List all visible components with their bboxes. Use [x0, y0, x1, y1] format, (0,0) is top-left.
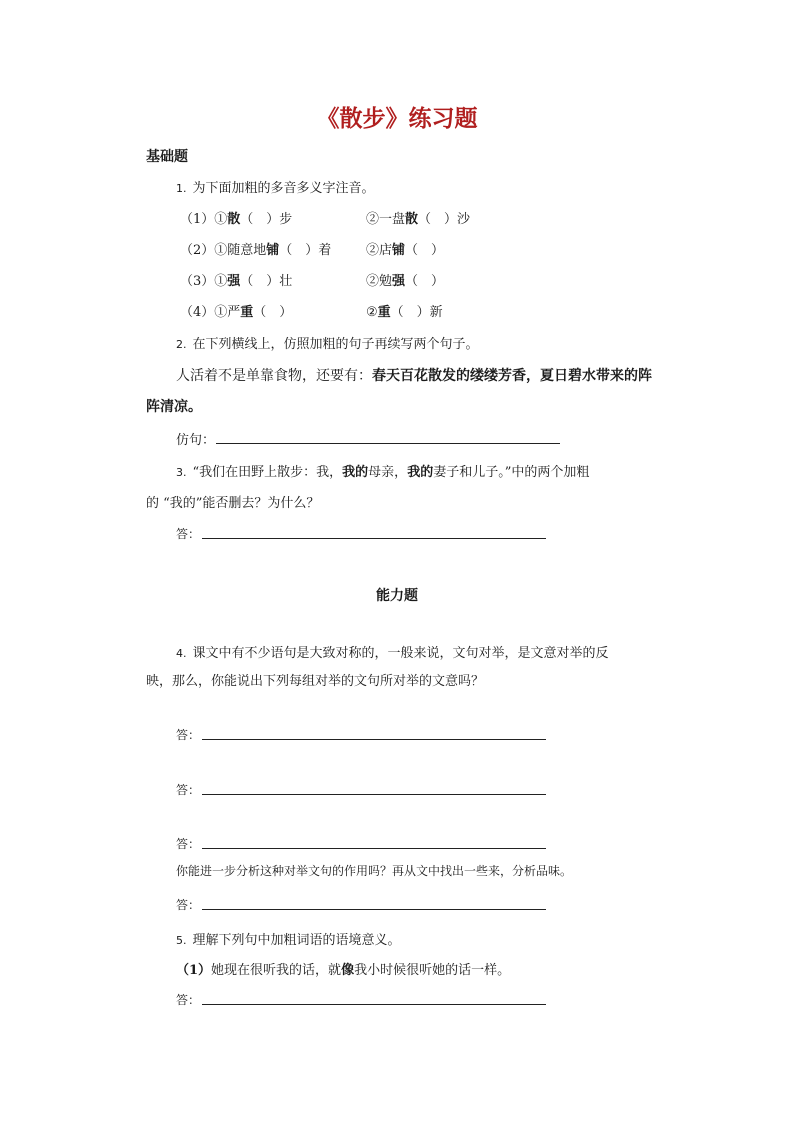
section-heading-ability: 能力题: [376, 588, 418, 604]
q3-answer-line[interactable]: [202, 538, 546, 539]
question-number: 2.: [176, 338, 187, 351]
question-4-line-2: 映，那么，你能说出下列每组对举的文句所对举的文意吗？: [146, 674, 485, 689]
q1-row-3-col1: （3）①强（ ）壮: [180, 274, 293, 289]
q2-sentence-line-1: 人活着不是单靠食物，还要有：春天百花散发的缕缕芳香，夏日碧水带来的阵: [176, 368, 652, 384]
question-2: [176, 333, 479, 352]
q1-row-1-col1: （1）①散（ ）步: [180, 212, 293, 227]
question-3-line-2: 的 “我的”能否删去？为什么？: [146, 496, 320, 511]
q5-sub-1: （1）她现在很听我的话，就像我小时候很听她的话一样。: [176, 963, 511, 978]
question-5: 5. 理解下列句中加粗词语的语境意义。: [176, 933, 401, 948]
question-number: 3.: [176, 466, 187, 479]
q4-followup: 你能进一步分析这种对举文句的作用吗？再从文中找出一些来，分析品味。: [176, 864, 573, 878]
q4-answer-label-4: 答：: [176, 898, 201, 912]
q2-imitate-label: 仿句：: [176, 433, 216, 448]
q1-row-3-col2: ②勉强（ ）: [366, 274, 445, 289]
q1-row-1-col2: ②一盘散（ ）沙: [366, 212, 471, 227]
q4-answer-label-1: 答：: [176, 728, 201, 742]
q5-answer-label: 答：: [176, 993, 201, 1007]
q2-model-sentence: 春天百花散发的缕缕芳香，夏日碧水带来的阵: [372, 368, 652, 384]
question-text: 在下列横线上，仿照加粗的句子再续写两个句子。: [192, 337, 479, 352]
q4-answer-line-1[interactable]: [202, 739, 546, 740]
q1-row-4-col1: （4）①严重（ ）: [180, 305, 293, 320]
section-heading-basic: 基础题: [146, 149, 188, 165]
q4-answer-line-2[interactable]: [202, 794, 546, 795]
q1-row-2-col1: （2）①随意地铺（ ）着: [180, 243, 332, 258]
q1-row-2-col2: ②店铺（ ）: [366, 243, 445, 258]
question-number: 4.: [176, 647, 187, 660]
q2-answer-line[interactable]: [216, 443, 560, 444]
q5-answer-line[interactable]: [202, 1004, 546, 1005]
question-4: 4. 课文中有不少语句是大致对称的，一般来说，文句对举，是文意对举的反: [176, 646, 609, 661]
q4-answer-label-2: 答：: [176, 783, 201, 797]
question-number: 1.: [176, 182, 187, 195]
question-3: 3. “我们在田野上散步：我，我的母亲，我的妻子和儿子。”中的两个加粗: [176, 465, 590, 480]
question-1: [176, 177, 375, 196]
q2-sentence-line-2: 阵清凉。: [146, 399, 202, 415]
question-text: 为下面加粗的多音多义字注音。: [192, 181, 375, 196]
q3-answer-label: 答：: [176, 527, 201, 541]
q4-answer-line-4[interactable]: [202, 909, 546, 910]
q4-answer-label-3: 答：: [176, 837, 201, 851]
q4-answer-line-3[interactable]: [202, 848, 546, 849]
question-number: 5.: [176, 934, 187, 947]
q1-row-4-col2: ②重（ ）新: [366, 305, 443, 320]
page-title: 《散步》练习题: [316, 105, 478, 132]
